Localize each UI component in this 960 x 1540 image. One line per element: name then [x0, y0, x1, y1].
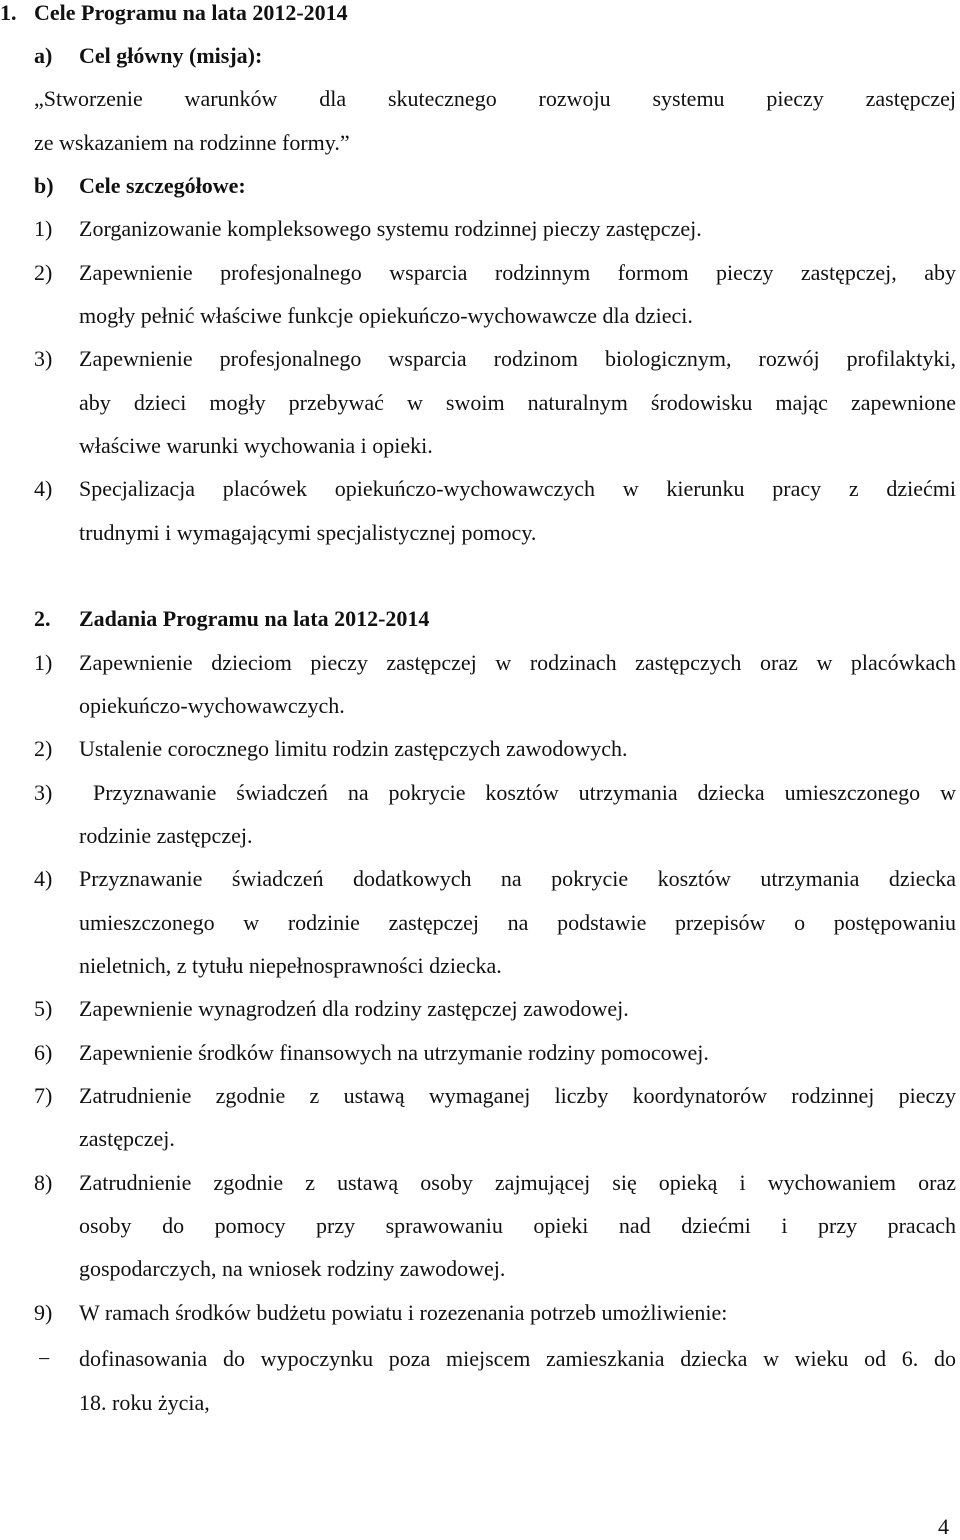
task-4-number: 4)	[34, 866, 53, 891]
dash-item-text-line-2: 18. roku życia,	[79, 1390, 210, 1415]
goal-4-text-line-2: trudnymi i wymagającymi specjalistycznej pomocy.	[79, 520, 537, 545]
task-3-text-line-1: Przyznawanie świadczeń na pokrycie kosztów utrzymania dziecka umieszczonego w	[93, 780, 956, 805]
task-6-text: Zapewnienie środków finansowych na utrzymanie rodziny pomocowej.	[79, 1040, 709, 1065]
goal-4-number: 4)	[34, 476, 53, 501]
mission-text-line-2: ze wskazaniem na rodzinne formy.”	[34, 130, 350, 155]
task-8-text-line-3: gospodarczych, na wniosek rodziny zawodowej.	[79, 1256, 506, 1281]
task-9-text: W ramach środków budżetu powiatu i rozezenania potrzeb umożliwienie:	[79, 1300, 728, 1325]
task-2-text: Ustalenie corocznego limitu rodzin zastępczych zawodowych.	[79, 736, 628, 761]
dash-item-text-line-1: dofinasowania do wypoczynku poza miejscem zamieszkania dziecka w wieku od 6. do	[79, 1346, 956, 1371]
task-8-text-line-2: osoby do pomocy przy sprawowaniu opieki nad dziećmi i przy pracach	[79, 1213, 956, 1238]
goal-3-text-line-1: Zapewnienie profesjonalnego wsparcia rodzinom biologicznym, rozwój profilaktyki,	[79, 346, 956, 371]
goal-2-text-line-1: Zapewnienie profesjonalnego wsparcia rodzinnym formom pieczy zastępczej, aby	[79, 260, 956, 285]
task-1-number: 1)	[34, 650, 53, 675]
task-7-number: 7)	[34, 1083, 53, 1108]
goal-4-text-line-1: Specjalizacja placówek opiekuńczo-wychowawczych w kierunku pracy z dziećmi	[79, 476, 956, 501]
subsection-b-label: b)	[34, 173, 54, 198]
task-3-text-line-2: rodzinie zastępczej.	[79, 823, 253, 848]
goal-3-text-line-3: właściwe warunki wychowania i opieki.	[79, 433, 433, 458]
goal-3-text-line-2: aby dzieci mogły przebywać w swoim naturalnym środowisku mając zapewnione	[79, 390, 956, 415]
task-4-text-line-2: umieszczonego w rodzinie zastępczej na podstawie przepisów o postępowaniu	[79, 910, 956, 935]
section-1-number: 1.	[0, 0, 17, 25]
task-8-number: 8)	[34, 1170, 53, 1195]
task-4-text-line-3: nieletnich, z tytułu niepełnosprawności dziecka.	[79, 953, 502, 978]
task-5-text: Zapewnienie wynagrodzeń dla rodziny zastępczej zawodowej.	[79, 996, 629, 1021]
goal-1-number: 1)	[34, 216, 53, 241]
task-8-text-line-1: Zatrudnienie zgodnie z ustawą osoby zajmującej się opieką i wychowaniem oraz	[79, 1170, 956, 1195]
goal-2-number: 2)	[34, 260, 53, 285]
goal-3-number: 3)	[34, 346, 53, 371]
page-number: 4	[938, 1514, 949, 1539]
goal-1-text: Zorganizowanie kompleksowego systemu rodzinnej pieczy zastępczej.	[79, 216, 702, 241]
goal-2-text-line-2: mogły pełnić właściwe funkcje opiekuńczo-wychowawcze dla dzieci.	[79, 303, 693, 328]
task-4-text-line-1: Przyznawanie świadczeń dodatkowych na pokrycie kosztów utrzymania dziecka	[79, 866, 956, 891]
section-2-number: 2.	[34, 606, 51, 631]
task-6-number: 6)	[34, 1040, 53, 1065]
task-2-number: 2)	[34, 736, 53, 761]
subsection-a-label: a)	[34, 43, 53, 68]
task-5-number: 5)	[34, 996, 53, 1021]
task-9-number: 9)	[34, 1300, 53, 1325]
subsection-a-title: Cel główny (misja):	[79, 43, 263, 68]
dash-bullet-marker: −	[38, 1346, 51, 1371]
task-7-text-line-1: Zatrudnienie zgodnie z ustawą wymaganej liczby koordynatorów rodzinnej pieczy	[79, 1083, 956, 1108]
mission-text-line-1: „Stworzenie warunków dla skutecznego rozwoju systemu pieczy zastępczej	[34, 86, 956, 111]
subsection-b-title: Cele szczegółowe:	[79, 173, 246, 198]
task-7-text-line-2: zastępczej.	[79, 1126, 175, 1151]
task-1-text-line-2: opiekuńczo-wychowawczych.	[79, 693, 345, 718]
section-1-title: Cele Programu na lata 2012-2014	[34, 0, 348, 25]
task-1-text-line-1: Zapewnienie dzieciom pieczy zastępczej w rodzinach zastępczych oraz w placówkach	[79, 650, 956, 675]
task-3-number: 3)	[34, 780, 53, 805]
section-2-title: Zadania Programu na lata 2012-2014	[79, 606, 430, 631]
